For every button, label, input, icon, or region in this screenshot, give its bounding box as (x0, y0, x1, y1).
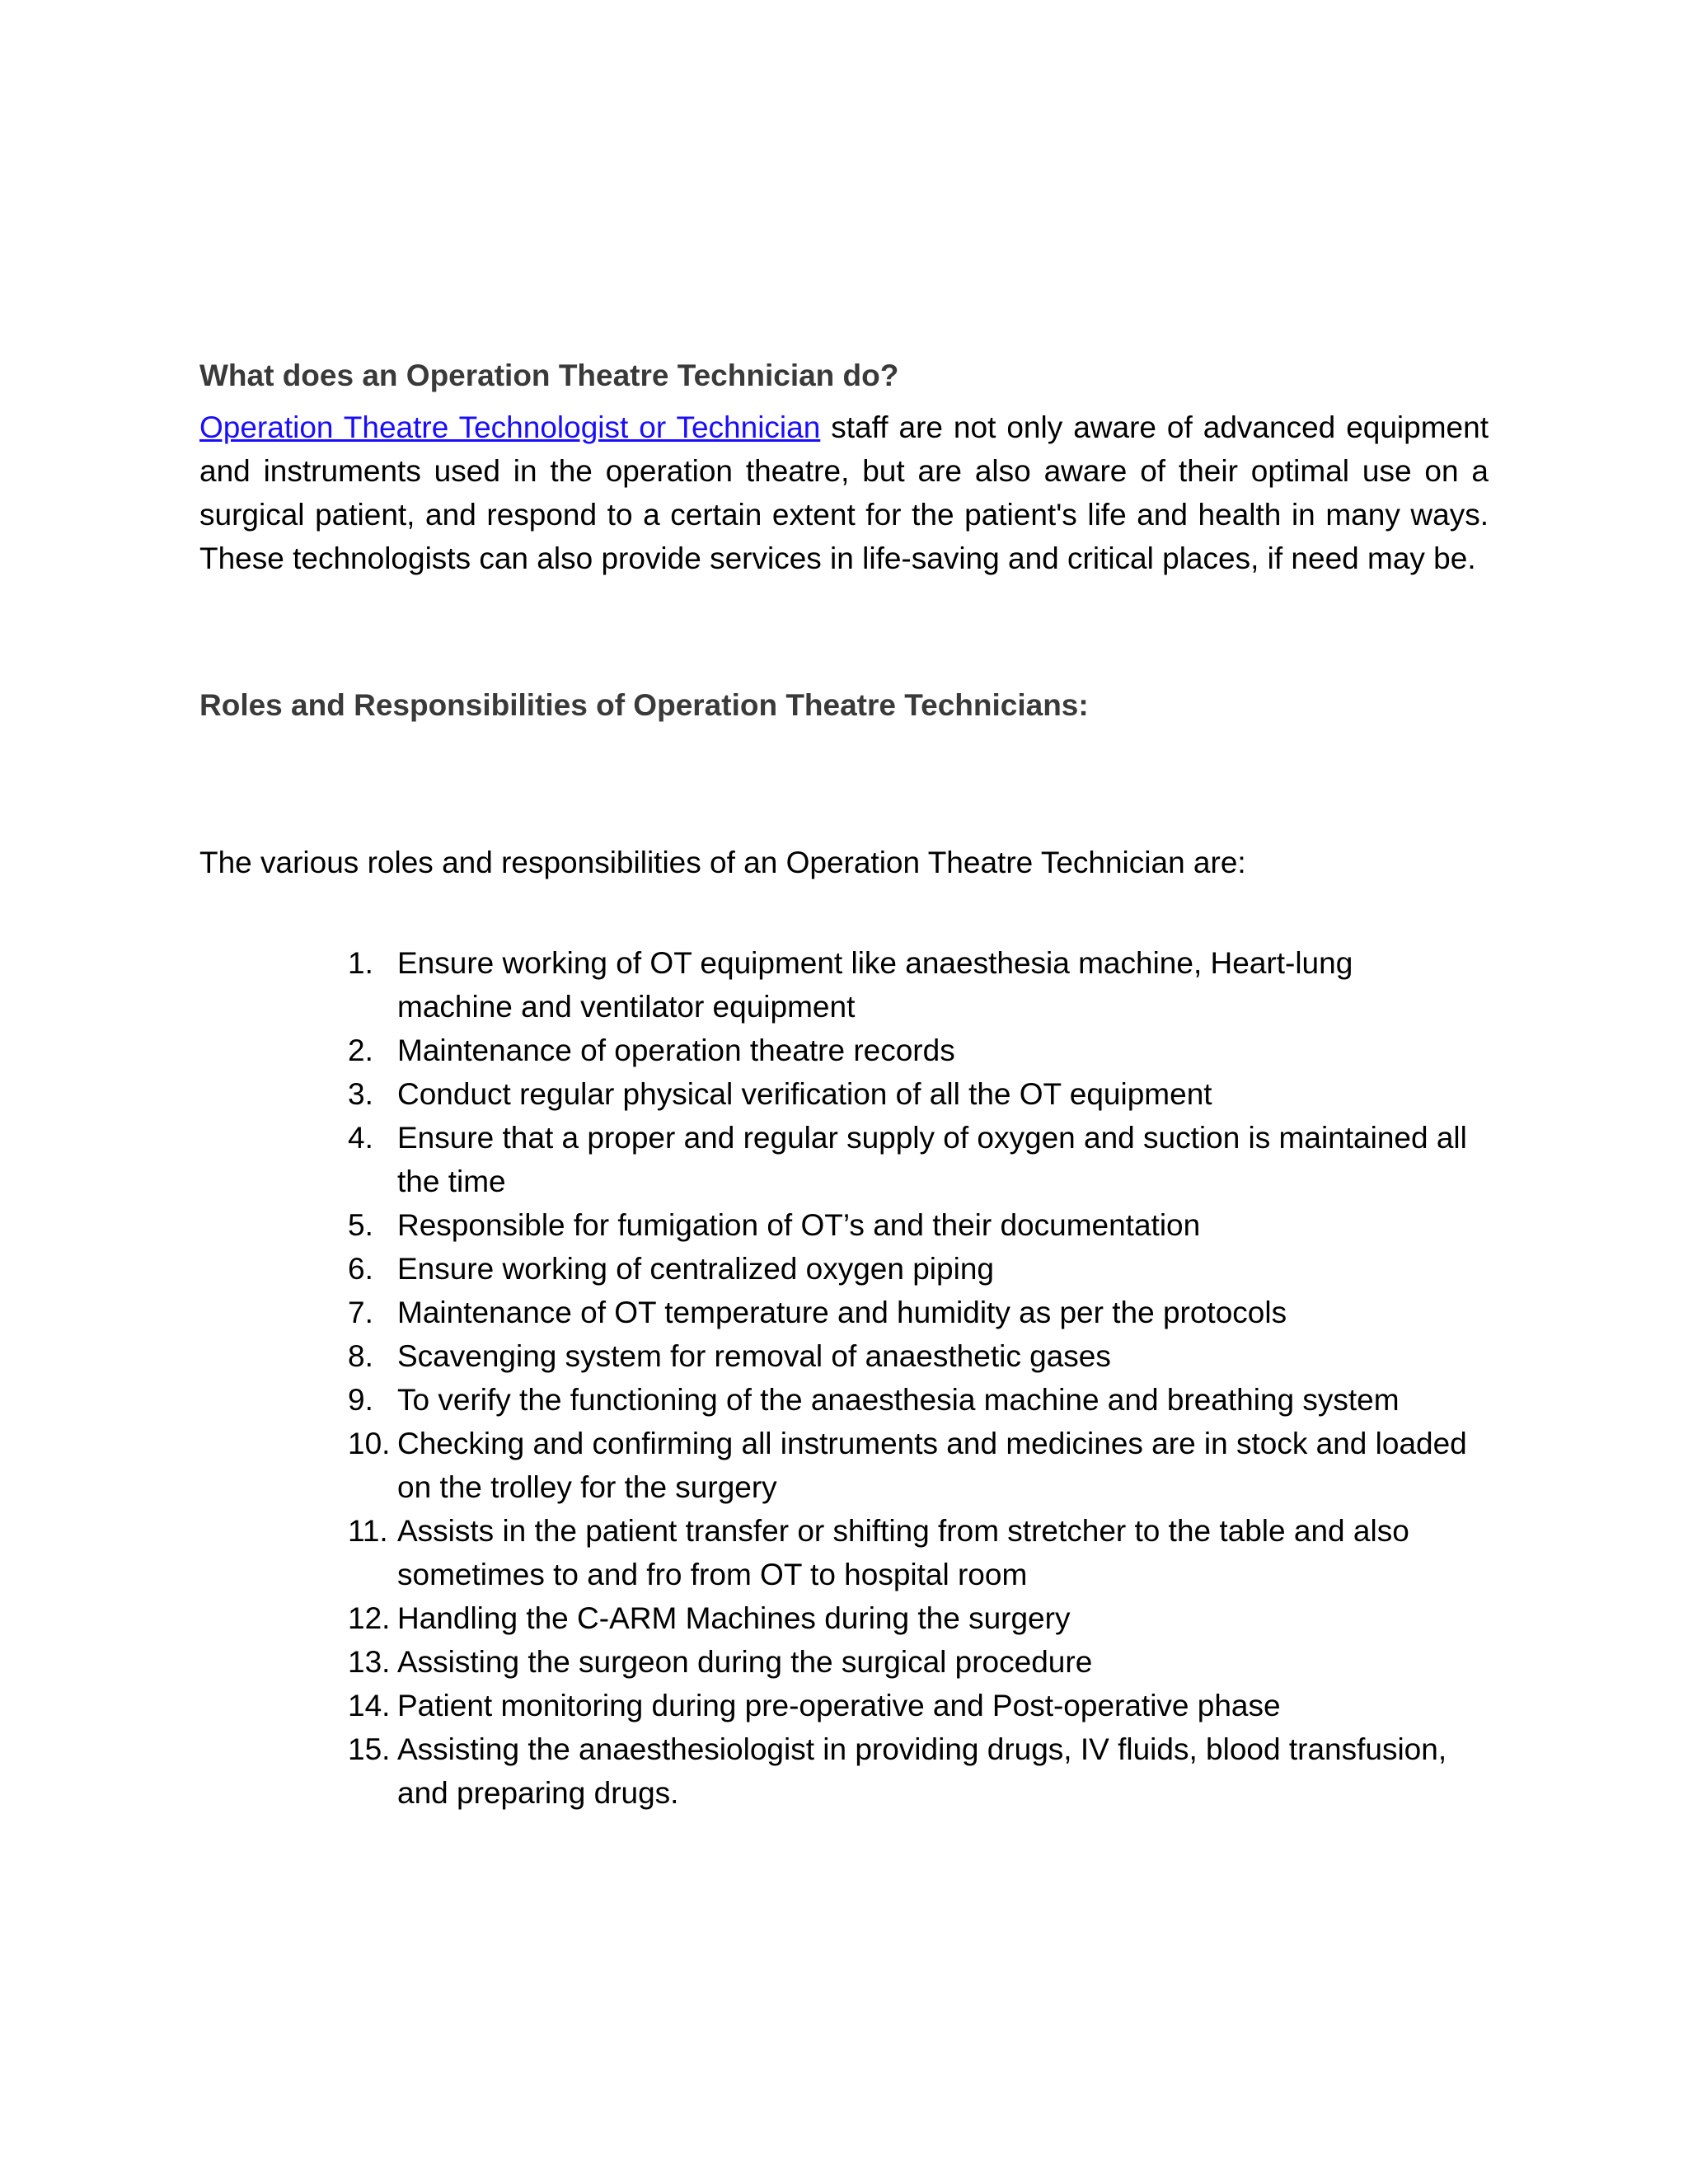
list-item (348, 941, 1489, 1029)
list-item-number: 6. (348, 1252, 373, 1286)
list-item (348, 1640, 1489, 1684)
list-item-number: 13. (348, 1645, 391, 1679)
list-item (348, 1727, 1489, 1815)
list-item-text: Ensure working of OT equipment like anaesthesia machine, Heart-lung machine and ventilator equipment (397, 946, 1353, 1024)
list-item-number: 9. (348, 1383, 373, 1417)
list-item-number: 1. (348, 946, 373, 980)
list-item (348, 1509, 1489, 1596)
list-item (348, 1072, 1489, 1116)
list-item (348, 1596, 1489, 1640)
list-item (348, 1334, 1489, 1378)
list-item (348, 1203, 1489, 1247)
list-item-number: 15. (348, 1732, 391, 1766)
intro-paragraph (199, 405, 1489, 580)
list-item (348, 1422, 1489, 1509)
roles-list (348, 941, 1489, 1815)
list-item-text: Maintenance of OT temperature and humidity as per the protocols (397, 1296, 1287, 1329)
list-item-text: Assisting the surgeon during the surgical procedure (397, 1645, 1093, 1679)
list-item-text: Assisting the anaesthesiologist in providing drugs, IV fluids, blood transfusion, and preparing drugs. (397, 1732, 1447, 1810)
list-item-text: Handling the C-ARM Machines during the surgery (397, 1601, 1071, 1635)
list-item-number: 10. (348, 1427, 391, 1460)
list-item-number: 7. (348, 1296, 373, 1329)
list-item-number: 5. (348, 1208, 373, 1242)
list-item-number: 8. (348, 1339, 373, 1373)
list-item-text: Assists in the patient transfer or shifting from stretcher to the table and also sometimes to and fro from OT to hospital room (397, 1514, 1409, 1591)
page-title: What does an Operation Theatre Technician do? (199, 359, 899, 392)
list-item-text: Ensure working of centralized oxygen piping (397, 1252, 994, 1286)
list-item-text: Scavenging system for removal of anaesthetic gases (397, 1339, 1111, 1373)
list-item-number: 4. (348, 1121, 373, 1155)
list-item (348, 1029, 1489, 1072)
list-item (348, 1684, 1489, 1727)
list-item-number: 14. (348, 1689, 391, 1722)
list-item-number: 3. (348, 1077, 373, 1111)
roles-heading: Roles and Responsibilities of Operation Theatre Technicians: (199, 688, 1089, 722)
intro-body-text: staff are not only aware of advanced equipment and instruments used in the operation theatre, but are also aware of their optimal use on a surgical patient, and respond to a certain extent for the patient's life and health in many ways. These technologists can also provide services in life-saving and critical places, if need may be. (199, 410, 1489, 575)
list-item-number: 12. (348, 1601, 391, 1635)
list-item-text: Responsible for fumigation of OT’s and their documentation (397, 1208, 1201, 1242)
list-item-text: Patient monitoring during pre-operative and Post-operative phase (397, 1689, 1281, 1722)
list-item (348, 1116, 1489, 1203)
list-item (348, 1291, 1489, 1334)
list-item-text: Conduct regular physical verification of all the OT equipment (397, 1077, 1212, 1111)
list-item-number: 11. (348, 1514, 388, 1548)
roles-lead-text: The various roles and responsibilities of an Operation Theatre Technician are: (199, 846, 1246, 879)
list-item-text: Checking and confirming all instruments and medicines are in stock and loaded on the trolley for the surgery (397, 1427, 1467, 1504)
list-item-text: To verify the functioning of the anaesthesia machine and breathing system (397, 1383, 1400, 1417)
list-item-text: Maintenance of operation theatre records (397, 1033, 955, 1067)
list-item-text: Ensure that a proper and regular supply of oxygen and suction is maintained all the time (397, 1121, 1467, 1198)
intro-link[interactable]: Operation Theatre Technologist or Technician (199, 410, 821, 444)
list-item (348, 1247, 1489, 1291)
list-item (348, 1378, 1489, 1422)
list-item-number: 2. (348, 1033, 373, 1067)
